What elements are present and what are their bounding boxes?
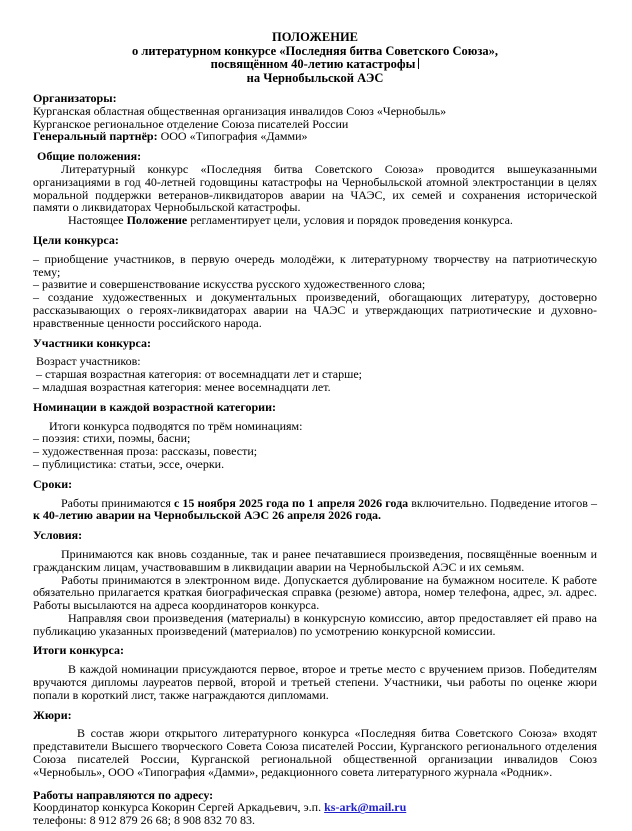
title-line-1: ПОЛОЖЕНИЕ	[271, 30, 359, 44]
goals-item: – приобщение участников, в первую очередь молодёжи, к литературному творчеству на патриотическую тему;	[33, 251, 597, 279]
phones-line: телефоны: 8 912 879 26 68; 8 908 832 70 83.	[33, 813, 255, 828]
conditions-heading: Условия:	[33, 528, 83, 543]
title-line-3	[33, 58, 597, 72]
text-run: с 15 ноября 2025 года по 1 апреля 2026 года	[174, 495, 409, 510]
section-jury	[33, 709, 597, 779]
document-title	[33, 31, 597, 85]
conditions-paragraph-1: Принимаются как вновь созданные, так и ранее печатавшиеся произведения, посвящённые военным и гражданским лицам, участвовавшим в ликвидации аварии на Чернобыльской АЭС и их семьям.	[33, 546, 597, 574]
conditions-paragraph-3: Направляя свои произведения (материалы) в конкурсную комиссию, автор предоставляет ей право на публикацию указанных произведений (материалов) по усмотрению конкурсной комиссии.	[33, 610, 597, 638]
section-address	[33, 789, 597, 827]
results-heading: Итоги конкурса:	[33, 643, 124, 658]
text-run: включительно. Подведение итогов –	[408, 495, 597, 510]
nominations-intro: Итоги конкурса подводятся по трём номинациям:	[49, 418, 303, 433]
section-deadlines	[33, 478, 597, 522]
organizer-line-1: Курганская областная общественная организация инвалидов Союз «Чернобыль»	[33, 103, 447, 118]
address-heading: Работы направляются по адресу:	[33, 787, 214, 802]
results-paragraph: В каждой номинации присуждаются первое, второе и третье место с вручением призов. Победителям вручаются дипломы лауреатов первой, второй и третьей степени. Участники, чьи работы по оценке жюри попали в короткий лист, также награждаются дипломами.	[33, 662, 597, 702]
section-organizers	[33, 92, 597, 143]
partner-line	[33, 130, 597, 143]
text-run: Генеральный партнёр:	[33, 129, 158, 144]
title-line-4: на Чернобыльской АЭС	[246, 70, 384, 85]
goals-item: – развитие и совершенствование искусства русского художественного слова;	[33, 277, 426, 292]
section-goals	[33, 234, 597, 330]
section-conditions	[33, 529, 597, 637]
general-heading: Общие положения:	[37, 149, 142, 164]
section-participants	[33, 337, 597, 394]
text-cursor	[418, 58, 419, 69]
text-run: Координатор конкурса Кокорин Сергей Аркадьевич, э.п.	[33, 800, 325, 815]
text-run: Работы принимаются	[61, 495, 175, 510]
jury-paragraph: В состав жюри открытого литературного конкурса «Последняя битва Советского Союза» входят представители Высшего творческого Совета Союза писателей России, Курганского регионального отделения Союза писателей России, Курганской региональной общественной организации инвалидов Союз «Чернобыль», ООО «Типография «Дамми», редакционного совета литературного журнала «Родник».	[33, 726, 597, 779]
text-run: ООО «Типография «Дамми»	[157, 129, 308, 144]
organizers-heading: Организаторы:	[33, 91, 117, 105]
deadlines-paragraph	[33, 497, 597, 523]
organizer-line-2: Курганское региональное отделение Союза писателей России	[33, 116, 349, 131]
participants-heading: Участники конкурса:	[33, 335, 152, 350]
participants-item: – младшая возрастная категория: менее восемнадцати лет.	[33, 379, 331, 394]
section-nominations	[33, 401, 597, 471]
title-line-2: о литературном конкурсе «Последняя битва Советского Союза»,	[132, 43, 498, 58]
nominations-item: – художественная проза: рассказы, повести;	[33, 444, 258, 459]
title-line-3-text: посвящённом 40-летию катастрофы	[210, 57, 416, 71]
text-run: регламентирует цели, условия и порядок проведения конкурса.	[187, 213, 513, 228]
participants-item: – старшая возрастная категория: от восемнадцати лет и старше;	[36, 367, 362, 382]
nominations-item: – публицистика: статьи, эссе, очерки.	[33, 456, 225, 471]
email-link[interactable]: ks-ark@mail.ru	[324, 800, 407, 815]
deadlines-heading: Сроки:	[33, 476, 73, 491]
text-run: Положение	[126, 213, 188, 228]
text-run: Настоящее	[68, 213, 127, 228]
nominations-heading: Номинации в каждой возрастной категории:	[33, 399, 276, 414]
conditions-paragraph-2: Работы принимаются в электронном виде. Допускается дублирование на бумажном носителе. К работе обязательно прилагается краткая биографическая справка (резюме) автора, номер телефона, адрес, эл. адрес. Работы высылаются на адреса координаторов конкурса.	[33, 572, 597, 613]
text-run: к 40-летию аварии на Чернобыльской АЭС 26 апреля 2026 года.	[33, 508, 382, 523]
general-paragraph-2	[33, 214, 597, 227]
general-paragraph-1: Литературный конкурс «Последняя битва Советского Союза» проводится вышеуказанными организациями в год 40-летней годовщины катастрофы на Чернобыльской атомной электростанции в целях моральной поддержки ветеранов-ликвидаторов аварии на ЧАЭС, их семей и сохранения исторической памяти о ликвидаторах Чернобыльской катастрофы.	[33, 161, 597, 215]
jury-heading: Жюри:	[33, 707, 72, 722]
nominations-item: – поэзия: стихи, поэмы, басни;	[33, 431, 191, 446]
section-general	[33, 150, 597, 227]
section-results	[33, 644, 597, 701]
participants-intro: Возраст участников:	[36, 354, 141, 369]
goals-heading: Цели конкурса:	[33, 232, 119, 247]
goals-item: – создание художественных и документальных произведений, обогащающих литературу, достоверно рассказывающих о героях-ликвидаторах аварии на ЧАЭС и утверждающих патриотические и духовно-нравственные ценности российского народа.	[33, 290, 597, 330]
